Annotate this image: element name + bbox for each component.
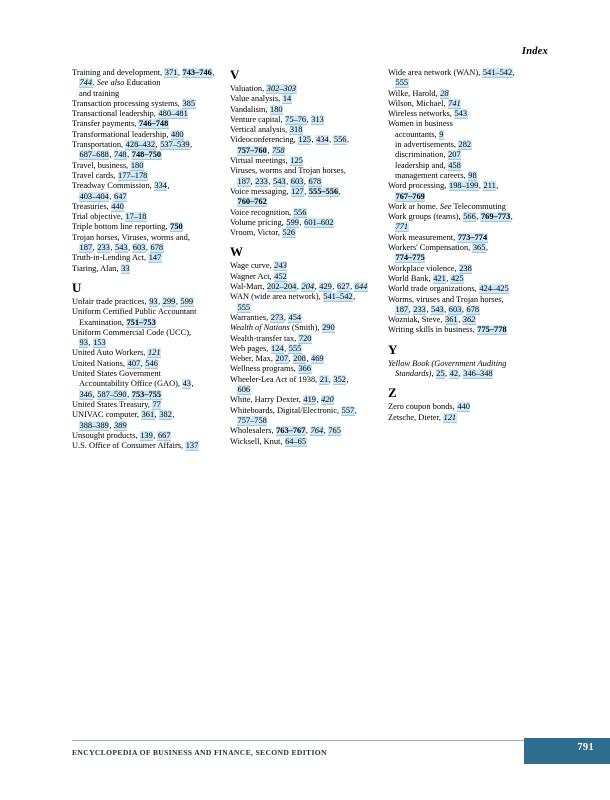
page-reference-highlight[interactable]: 139 (140, 430, 153, 440)
page-reference-highlight[interactable]: 238 (459, 263, 472, 273)
page-reference-highlight[interactable]: 318 (289, 125, 303, 135)
index-entry: Word processing, 198–199, 211, (388, 181, 499, 191)
page-reference-highlight[interactable]: 361 (141, 410, 155, 420)
page-reference-highlight[interactable]: 644 (354, 282, 368, 292)
page-reference-highlight[interactable]: 741 (448, 98, 461, 108)
page-reference-highlight[interactable]: 180 (270, 104, 283, 114)
index-entry: United States Treasury, 77 (72, 399, 161, 409)
index-entry: Treadway Commission, 334, (72, 181, 170, 191)
index-entry: Volume pricing, 599, 601–602 (230, 217, 334, 227)
index-entry-continuation: 187, 233, 543, 603, 678 (237, 176, 322, 186)
index-entry: Triple bottom line reporting, 750 (72, 222, 183, 232)
page-reference-highlight[interactable]: 599 (180, 296, 194, 306)
page-reference-highlight[interactable]: 555 (288, 343, 302, 353)
page-reference-highlight[interactable]: 21 (319, 374, 329, 384)
index-entry: Voice recognition, 556 (230, 207, 307, 217)
index-entry: United Nations, 407, 546 (72, 358, 158, 368)
index-entry: Vertical analysis, 318 (230, 125, 303, 135)
page-reference-highlight[interactable]: 744 (79, 78, 93, 88)
page-reference-highlight[interactable]: 42 (449, 369, 459, 379)
index-entry: Wicksell, Knut, 64–65 (230, 436, 306, 446)
index-entry: Wireless networks, 543 (388, 109, 468, 119)
index-entry: Virtual meetings, 125 (230, 156, 303, 166)
page-reference-highlight[interactable]: 382 (159, 410, 172, 420)
index-entry-continuation: Accountability Office (GAO), 43, (79, 379, 194, 389)
page-reference-highlight[interactable]: 458 (448, 160, 461, 170)
index-entry-continuation: discrimination, 207 (395, 150, 461, 160)
page-reference-highlight[interactable]: 371 (164, 68, 178, 77)
index-entry-continuation (388, 222, 546, 232)
index-entry: Work groups (teams), 566, 769–773, (388, 212, 513, 222)
page-reference-highlight[interactable]: 389 (114, 420, 127, 430)
page-footer (0, 740, 610, 800)
page-reference-highlight[interactable]: 606 (237, 385, 251, 395)
page-reference-highlight[interactable]: 187 (79, 243, 93, 253)
page-reference-highlight[interactable]: 603 (132, 243, 146, 253)
page-reference-highlight[interactable]: 767–769 (395, 191, 425, 201)
index-entry-continuation: Standards), 25, 42, 346–348 (395, 369, 493, 379)
page-reference-highlight[interactable]: 419 (303, 395, 316, 405)
page-reference-highlight[interactable]: 137 (185, 441, 199, 451)
index-entry: Wealth-transfer tax, 720 (230, 333, 312, 343)
index-letter-heading: U (72, 279, 82, 295)
index-entry: Web pages, 124, 555 (230, 343, 302, 353)
page-reference-highlight[interactable]: 233 (413, 304, 426, 314)
page-reference-highlight[interactable]: 556 (293, 207, 307, 217)
index-entry: Uniform Commercial Code (UCC), (72, 327, 192, 337)
index-entry-continuation (388, 192, 546, 202)
page-reference-highlight[interactable]: 121 (443, 412, 457, 422)
page-reference-highlight[interactable]: 720 (298, 333, 312, 343)
page-reference-highlight[interactable]: 757–758 (237, 415, 267, 425)
index-entry: Work ar home. See Telecommuting (388, 201, 506, 211)
page-reference-highlight[interactable]: 678 (466, 304, 480, 314)
index-entry: Work measurement, 773–774 (388, 232, 488, 242)
page-reference-highlight[interactable]: 121 (147, 348, 161, 358)
page-reference-highlight[interactable]: 769–773 (480, 212, 511, 222)
page-reference-highlight[interactable]: 750 (170, 222, 183, 232)
index-entry: Wage curve, 243 (230, 261, 287, 271)
index-entry-continuation: 187, 233, 543, 603, 678 (395, 304, 480, 314)
index-entry-continuation: 687–688, 748, 748–750 (79, 150, 162, 160)
index-entry: Wide area network (WAN), 541–542, (388, 68, 515, 77)
page-reference-highlight[interactable]: 421 (433, 273, 446, 283)
index-entry-continuation: 757–760, 758 (237, 145, 285, 155)
index-entry: Wilson, Michael, 741 (388, 98, 461, 108)
page-reference-highlight[interactable]: 77 (152, 399, 161, 409)
index-entry: Wheeler-Lea Act of 1938, 21, 352, (230, 374, 349, 384)
index-entry-continuation (230, 303, 380, 313)
page-reference-highlight[interactable]: 124 (271, 343, 284, 353)
page-reference-highlight[interactable]: 273 (270, 312, 284, 322)
page-reference-highlight[interactable]: 454 (288, 312, 302, 322)
page-reference-highlight[interactable]: 403–404 (79, 191, 109, 201)
index-entry: Warranties, 273, 454 (230, 312, 302, 322)
page-reference-highlight[interactable]: 233 (255, 176, 268, 186)
index-entry: Trial objective, 17–18 (72, 212, 147, 222)
index-entry: Tiaring, Alan, 33 (72, 263, 130, 273)
page-reference-highlight[interactable]: 93 (79, 338, 88, 348)
index-entry-continuation: 187, 233, 543, 603, 678 (79, 243, 164, 253)
page-reference-highlight[interactable]: 147 (148, 253, 162, 263)
page-reference-highlight[interactable]: 599 (286, 217, 299, 227)
page-reference-highlight[interactable]: 125 (290, 156, 303, 166)
page-reference-highlight[interactable]: 153 (93, 338, 106, 348)
index-entry: Valuation, 302–303 (230, 84, 297, 93)
index-entry: Travel, business, 180 (72, 160, 144, 170)
page-reference-highlight[interactable]: 187 (237, 176, 251, 186)
page-reference-highlight[interactable]: 98 (468, 170, 477, 180)
page-reference-highlight[interactable]: 469 (311, 354, 324, 364)
index-entry: Workplace violence, 238 (388, 263, 472, 273)
page-reference-highlight[interactable]: 361 (445, 315, 458, 325)
index-entry: Transaction processing systems, 385 (72, 98, 196, 108)
page-reference-highlight[interactable]: 753–755 (131, 389, 162, 399)
index-entry: Wilke, Harold, 28 (388, 88, 449, 98)
page-reference-highlight[interactable]: 746–748 (138, 119, 169, 129)
page-reference-highlight[interactable]: 388–389 (79, 420, 109, 430)
index-entry-continuation: in advertisements, 282 (395, 140, 472, 150)
page-reference-highlight[interactable]: 775–778 (477, 325, 507, 335)
index-entry-continuation: 346, 587–590, 753–755 (79, 389, 162, 399)
page-reference-highlight[interactable]: 555 (395, 78, 409, 88)
index-entry-continuation: 93, 153 (79, 338, 106, 348)
page-reference-highlight[interactable]: 346–348 (463, 369, 493, 379)
page-reference-highlight[interactable]: 233 (97, 243, 110, 253)
index-entry: Uniform Certified Public Accountant (72, 307, 197, 317)
index-entry-continuation: leadership and, 458 (395, 160, 461, 170)
page-reference-highlight[interactable]: 207 (448, 150, 461, 160)
page-number: 791 (577, 742, 594, 753)
page-reference-highlight[interactable]: 751–753 (126, 317, 156, 327)
index-column-3 (388, 68, 546, 451)
page-reference-highlight[interactable]: 177–178 (118, 170, 148, 180)
index-column-1 (72, 68, 230, 451)
page-reference-highlight[interactable]: 365 (472, 243, 486, 253)
index-entry: Zero coupon bonds, 440 (388, 402, 470, 412)
page-reference-highlight[interactable]: 555 (237, 302, 251, 312)
page-reference-highlight[interactable]: 764 (310, 426, 324, 436)
page-reference-highlight[interactable]: 9 (439, 129, 444, 139)
page-reference-highlight[interactable]: 771 (395, 222, 409, 232)
page-reference-highlight[interactable]: 127 (291, 186, 304, 196)
page-reference-highlight[interactable]: 556 (333, 135, 347, 145)
page-reference-highlight[interactable]: 566 (463, 212, 476, 222)
page-reference-highlight[interactable]: 758 (272, 145, 285, 155)
page-reference-highlight[interactable]: 75–76 (285, 114, 307, 124)
page-reference-highlight[interactable]: 687–688 (79, 150, 109, 160)
page-reference-highlight[interactable]: 366 (298, 364, 312, 374)
index-entry: Truth-in-Lending Act, 147 (72, 253, 162, 263)
page-reference-highlight[interactable]: 440 (457, 402, 470, 412)
index-entry: Wagner Act, 452 (230, 271, 287, 281)
index-entry: White, Harry Dexter, 419, 420 (230, 395, 334, 405)
index-entry: Unfair trade practices, 93, 299, 599 (72, 296, 194, 306)
page-reference-highlight[interactable]: 647 (114, 191, 127, 201)
page-reference-highlight[interactable]: 603 (448, 304, 462, 314)
page-reference-highlight[interactable]: 555–556 (308, 186, 339, 196)
page-reference-highlight[interactable]: 763–767 (276, 426, 306, 436)
page-reference-highlight[interactable]: 452 (274, 271, 287, 281)
page-reference-highlight[interactable]: 748 (114, 150, 127, 160)
page-reference-highlight[interactable]: 25 (436, 369, 445, 379)
index-entry: Vroom, Victor, 526 (230, 228, 296, 238)
index-entry: Wellness programs, 366 (230, 364, 312, 374)
index-entry: Wozniak, Steve, 361, 362 (388, 315, 476, 325)
page-reference-highlight[interactable]: 541–542 (323, 292, 353, 302)
index-entry: United Auto Workers, 121 (72, 348, 161, 358)
page-reference-highlight[interactable]: 180 (130, 160, 144, 170)
index-entry: Voice messaging, 127, 555–556, (230, 186, 341, 196)
footer-book-title: ENCYCLOPEDIA OF BUSINESS AND FINANCE, SECOND EDITION (72, 748, 327, 757)
page-reference-highlight[interactable]: 207 (275, 354, 289, 364)
page-reference-highlight[interactable]: 526 (282, 228, 296, 238)
page-reference-highlight[interactable]: 543 (115, 243, 128, 253)
page-reference-highlight[interactable]: 202–204 (267, 282, 297, 292)
page-reference-highlight[interactable]: 17–18 (125, 212, 147, 222)
page-reference-highlight[interactable]: 587–590 (97, 389, 127, 399)
page-reference-highlight[interactable]: 208 (293, 354, 306, 364)
index-entry: Value analysis, 14 (230, 94, 292, 104)
index-entry: UNIVAC computer, 361, 382, (72, 410, 175, 420)
page-header-title: Index (521, 46, 548, 57)
page-reference-highlight[interactable]: 407 (127, 358, 141, 368)
page-reference-highlight[interactable]: 603 (290, 176, 304, 186)
index-entry: Yellow Book (Government Auditing (388, 358, 507, 368)
page-reference-highlight[interactable]: 678 (308, 176, 322, 186)
index-columns (72, 68, 546, 451)
index-entry-continuation: Examination, 751–753 (79, 317, 156, 327)
footer-divider (72, 740, 548, 741)
page-reference-highlight[interactable]: 211 (483, 181, 496, 191)
page-reference-highlight[interactable]: 429 (319, 282, 332, 292)
page-reference-highlight[interactable]: 187 (395, 304, 409, 314)
index-entry: World Bank, 421, 425 (388, 273, 464, 283)
index-entry: Workers' Compensation, 365, (388, 243, 488, 253)
index-entry: Wal-Mart, 202–204, 204, 429, 627, 644 (230, 282, 368, 292)
index-entry-continuation (388, 253, 546, 263)
page-reference-highlight[interactable]: 765 (328, 426, 341, 436)
index-entry-continuation (230, 197, 380, 207)
page-reference-highlight[interactable]: 28 (440, 88, 449, 98)
index-letter-heading: W (230, 244, 243, 260)
page-reference-highlight[interactable]: 601–602 (304, 217, 334, 227)
page-reference-highlight[interactable]: 198–199 (449, 181, 479, 191)
page-reference-highlight[interactable]: 480–481 (158, 109, 188, 119)
page-reference-highlight[interactable]: 546 (145, 358, 158, 368)
index-entry: U.S. Office of Consumer Affairs, 137 (72, 441, 199, 451)
page-reference-highlight[interactable]: 480 (171, 129, 184, 139)
index-entry: WAN (wide area network), 541–542, (230, 292, 356, 302)
page-reference-highlight[interactable]: 425 (450, 273, 464, 283)
index-entry: Unsought products, 139, 667 (72, 430, 171, 440)
page-reference-highlight[interactable]: 537–539 (160, 140, 190, 150)
index-letter-heading: Y (388, 341, 398, 357)
page-reference-highlight[interactable]: 543 (431, 304, 444, 314)
index-entry-continuation: management careers, 98 (395, 170, 477, 180)
page-reference-highlight[interactable]: 627 (337, 282, 350, 292)
page-reference-highlight[interactable]: 678 (150, 243, 164, 253)
page-reference-highlight[interactable]: 757–760 (237, 145, 267, 155)
index-entry: Wholesalers, 763–767, 764, 765 (230, 426, 341, 436)
page-reference-highlight[interactable]: 43 (182, 379, 191, 389)
page-reference-highlight[interactable]: 428–432 (125, 140, 156, 150)
index-entry-continuation: 403–404, 647 (79, 191, 127, 201)
index-letter-heading: Z (388, 385, 397, 401)
index-letter-heading: V (230, 67, 240, 82)
index-entry: United States Government (72, 369, 161, 379)
index-entry: Wealth of Nations (Smith), 290 (230, 323, 335, 333)
page-reference-highlight[interactable]: 352 (333, 374, 346, 384)
index-entry: Treasuries, 440 (72, 201, 124, 211)
page-reference-highlight[interactable]: 302–303 (266, 84, 297, 93)
index-entry: Weber, Max, 207, 208, 469 (230, 354, 324, 364)
index-entry: Vandalism, 180 (230, 104, 283, 114)
page-reference-highlight[interactable]: 543 (273, 176, 286, 186)
page-reference-highlight[interactable]: 434 (316, 135, 329, 145)
page-reference-highlight[interactable]: 290 (322, 323, 335, 333)
index-entry: Women in business (388, 119, 453, 129)
index-entry: Zetsche, Dieter, 121 (388, 412, 457, 422)
page-reference-highlight[interactable]: 773–774 (457, 232, 488, 242)
page-reference-highlight[interactable]: 543 (454, 109, 468, 119)
index-entry: Worms, viruses and Trojan horses, (388, 294, 504, 304)
index-entry-continuation: 388–389, 389 (79, 420, 127, 430)
page-reference-highlight[interactable]: 424–425 (479, 284, 509, 294)
page-reference-highlight[interactable]: 557 (341, 405, 355, 415)
index-entry: Whiteboards, Digital/Electronic, 557, (230, 405, 357, 415)
page-reference-highlight[interactable]: 420 (321, 395, 334, 405)
page-reference-highlight[interactable]: 667 (157, 430, 171, 440)
page-reference-highlight[interactable]: 743–746 (182, 68, 212, 77)
index-entry: Videoconferencing, 125, 434, 556, (230, 135, 350, 145)
page-reference-highlight[interactable]: 362 (462, 315, 476, 325)
index-entry: Transfer payments, 746–748 (72, 119, 169, 129)
index-entry-continuation (388, 78, 546, 88)
page-reference-highlight[interactable]: 346 (79, 389, 93, 399)
page-reference-highlight[interactable]: 64–65 (285, 436, 306, 446)
index-entry-continuation: accountants, 9 (395, 129, 444, 139)
page-reference-highlight[interactable]: 334 (154, 181, 167, 191)
page-reference-highlight[interactable]: 313 (311, 114, 324, 124)
page-reference-highlight[interactable]: 774–775 (395, 253, 425, 263)
page-reference-highlight[interactable]: 440 (111, 201, 124, 211)
index-entry: Trojan horses, Viruses, worms and, (72, 232, 190, 242)
index-entry: Viruses, worms and Trojan horses, (230, 166, 346, 176)
index-entry: Transformational leadership, 480 (72, 129, 184, 139)
page-reference-highlight[interactable]: 33 (121, 263, 130, 273)
page-reference-highlight[interactable]: 204 (301, 282, 315, 292)
page-reference-highlight[interactable]: 760–762 (237, 197, 267, 207)
index-entry-continuation: and training (79, 88, 120, 98)
page-reference-highlight[interactable]: 125 (298, 135, 311, 145)
page-reference-highlight[interactable]: 14 (282, 94, 292, 104)
index-entry: World trade organizations, 424–425 (388, 284, 509, 294)
index-column-2 (230, 68, 388, 451)
page-reference-highlight[interactable]: 541–542 (482, 68, 513, 77)
page-reference-highlight[interactable]: 243 (274, 261, 287, 271)
page-reference-highlight[interactable]: 93 (149, 296, 158, 306)
index-entry: Transactional leadership, 480–481 (72, 109, 188, 119)
folio-background (524, 738, 610, 764)
index-entry: Writing skills in business, 775–778 (388, 325, 507, 335)
index-entry: Transportation, 428–432, 537–539, (72, 140, 193, 150)
index-entry-continuation (230, 385, 380, 395)
index-entry: Training and development, 371, 743–746, 744. See also Education (72, 68, 215, 88)
page-reference-highlight[interactable]: 282 (458, 140, 472, 150)
page-reference-highlight[interactable]: 748–750 (131, 150, 162, 160)
index-entry-continuation (230, 416, 380, 426)
page-reference-highlight[interactable]: 385 (182, 98, 196, 108)
index-entry: Venture capital, 75–76, 313 (230, 114, 324, 124)
page-reference-highlight[interactable]: 299 (162, 296, 176, 306)
index-entry: Travel cards, 177–178 (72, 170, 148, 180)
